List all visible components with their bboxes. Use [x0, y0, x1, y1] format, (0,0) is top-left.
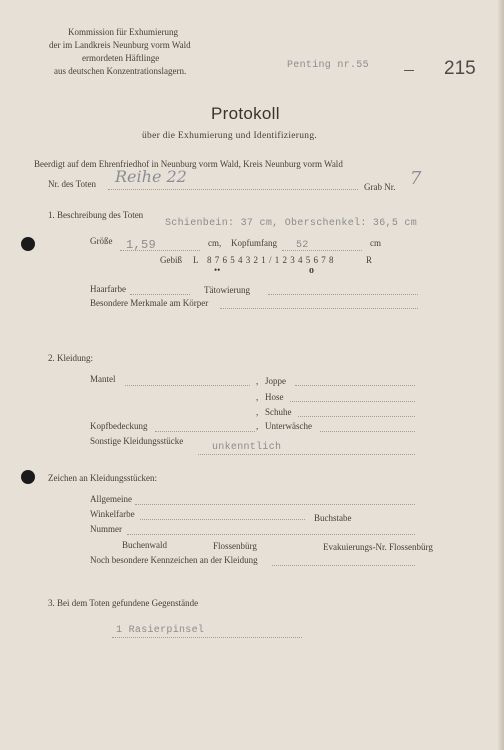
- commission-line-1: Kommission für Exhumierung: [68, 27, 178, 37]
- joppe-label: Joppe: [265, 376, 286, 386]
- nr-value: Reihe 22: [115, 167, 187, 186]
- dash-mark: [404, 70, 414, 71]
- kopfumfang-dotline: [282, 250, 362, 251]
- schuhe-label: Schuhe: [265, 407, 292, 417]
- winkelfarbe-label: Winkelfarbe: [90, 509, 135, 519]
- sonstige-value: unkenntlich: [212, 442, 282, 453]
- kennzeichen-dotline: [272, 565, 415, 566]
- mantel-label: Mantel: [90, 374, 116, 384]
- sonstige-dotline: [198, 454, 415, 455]
- taetowierung-label: Tätowierung: [204, 285, 250, 295]
- section1-title: 1. Beschreibung des Toten: [48, 210, 144, 220]
- cm-label-1: cm,: [208, 238, 222, 248]
- punch-hole-top: [21, 237, 35, 251]
- kennzeichen-label: Noch besondere Kennzeichen an der Kleidung: [90, 555, 258, 565]
- archive-stamp: Penting nr.55: [287, 60, 369, 71]
- merkmale-label: Besondere Merkmale am Körper: [90, 298, 209, 308]
- haarfarbe-label: Haarfarbe: [90, 284, 126, 294]
- taetowierung-dotline: [268, 294, 418, 295]
- zeichen-title: Zeichen an Kleidungsstücken:: [48, 473, 157, 483]
- schuhe-dotline: [298, 416, 415, 417]
- grab-value: 7: [410, 168, 422, 189]
- commission-line-2: der im Landkreis Neunburg vorm Wald: [49, 40, 191, 50]
- nr-dotline: [108, 189, 358, 190]
- grab-label: Grab Nr.: [364, 182, 396, 192]
- allgemeine-label: Allgemeine: [90, 494, 132, 504]
- section2-title: 2. Kleidung:: [48, 353, 93, 363]
- commission-line-3: ermordeten Häftlinge: [82, 53, 160, 63]
- groesse-label: Größe: [90, 236, 113, 246]
- unterwaesche-dotline: [320, 431, 415, 432]
- kopfumfang-label: Kopfumfang: [231, 238, 277, 248]
- gebiss-label: Gebiß: [160, 255, 182, 265]
- unterwaesche-comma: ,: [256, 421, 259, 431]
- kopfbedeckung-label: Kopfbedeckung: [90, 421, 148, 431]
- section1-typed-description: Schienbein: 37 cm, Oberschenkel: 36,5 cm: [165, 218, 418, 229]
- section3-item-value: 1 Rasierpinsel: [116, 625, 205, 636]
- punch-hole-bottom: [21, 470, 35, 484]
- paper-edge-shadow: [498, 0, 504, 750]
- haarfarbe-dotline: [130, 294, 190, 295]
- groesse-dotline: [120, 250, 200, 251]
- cm-label-2: cm: [370, 238, 381, 248]
- buchstabe-label: Buchstabe: [314, 513, 352, 523]
- hose-dotline: [290, 401, 415, 402]
- nr-label: Nr. des Toten: [48, 179, 96, 189]
- commission-line-4: aus deutschen Konzentrationslagern.: [54, 66, 187, 76]
- section3-title: 3. Bei dem Toten gefundene Gegenstände: [48, 598, 199, 608]
- document-title: Protokoll: [211, 104, 280, 123]
- joppe-comma: ,: [256, 376, 259, 386]
- gebiss-numbers: 8 7 6 5 4 3 2 1 / 1 2 3 4 5 6 7 8: [207, 255, 335, 265]
- allgemeine-dotline: [135, 504, 415, 505]
- kopfbedeckung-dotline: [155, 431, 255, 432]
- teeth-marks-left: ••: [214, 265, 221, 275]
- document-subtitle: über die Exhumierung und Identifizierung.: [142, 131, 318, 141]
- buchenwald-label: Buchenwald: [122, 540, 167, 550]
- schuhe-comma: ,: [256, 407, 259, 417]
- groesse-value: 1,59: [126, 238, 157, 252]
- evakuierung-label: Evakuierungs-Nr. Flossenbürg: [323, 542, 433, 552]
- kopfumfang-value: 52: [296, 240, 309, 251]
- joppe-dotline: [295, 385, 415, 386]
- flossenbuerg-label: Flossenbürg: [213, 541, 257, 551]
- unterwaesche-label: Unterwäsche: [265, 421, 312, 431]
- beerdigt-label: Beerdigt auf dem Ehrenfriedhof in Neunburg vorm Wald, Kreis Neunburg vorm Wald: [34, 159, 343, 169]
- gebiss-r: R: [366, 255, 373, 265]
- hose-comma: ,: [256, 392, 259, 402]
- page-number: 215: [444, 58, 476, 79]
- winkelfarbe-dotline: [140, 519, 305, 520]
- gebiss-l: L: [193, 255, 199, 265]
- mantel-dotline: [125, 385, 250, 386]
- teeth-marks-right: o: [309, 265, 314, 276]
- nummer-dotline: [127, 534, 415, 535]
- sonstige-label: Sonstige Kleidungsstücke: [90, 436, 184, 446]
- section3-dotline: [112, 637, 302, 638]
- hose-label: Hose: [265, 392, 284, 402]
- nummer-label: Nummer: [90, 524, 122, 534]
- merkmale-dotline: [220, 308, 418, 309]
